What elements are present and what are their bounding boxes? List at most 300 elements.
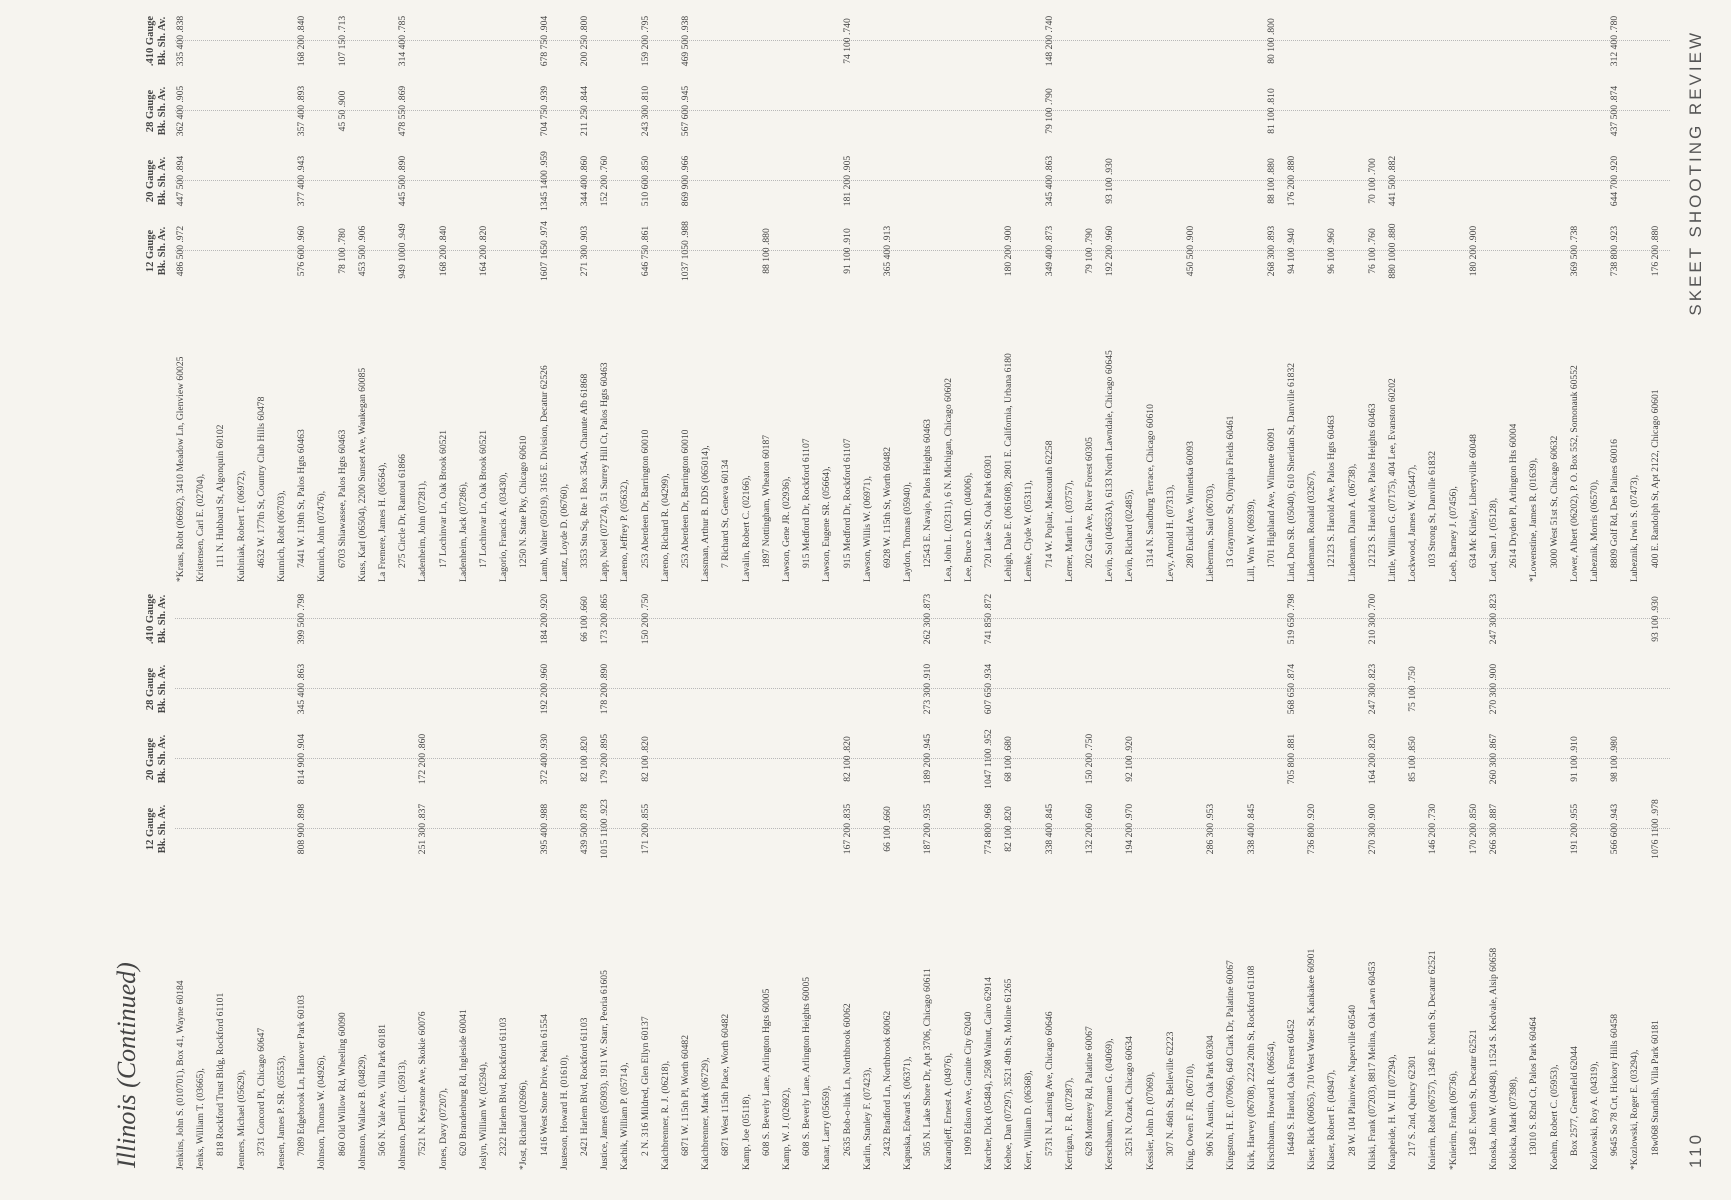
right_entries-entry-name: Levin, Richard (02485), (1124, 489, 1136, 582)
right_entries-score-g12: 79 100 .790 (1084, 228, 1095, 274)
right_entries-score-g20: 181 200 .905 (841, 155, 853, 207)
left_entries-entry-name: 28 W. 104 Plainview, Naperville 60540 (1346, 1005, 1358, 1156)
section-title: Illinois (Continued) (112, 962, 141, 1168)
left_entries-entry-name: King, Owen F. JR. (06710), (1185, 1063, 1196, 1170)
left_entries-header-410gauge (145, 586, 169, 652)
right_entries-entry-name: Lareno, Jeffrey P. (05632), (619, 479, 631, 582)
left_entries-score-g20: 82 100 .820 (579, 736, 590, 782)
right_entries-score-g12: 646 750 .861 (639, 225, 651, 277)
left_entries-score-g12: 146 200 .730 (1427, 803, 1439, 855)
left_entries-score-g20: 68 100 .680 (1003, 736, 1015, 782)
right_entries-entry-name: Lemke, Clyde W. (05311), (1023, 480, 1035, 582)
left_entries-score-g410: 173 200 .865 (599, 593, 611, 645)
left_entries-score-g12: 1015 1100 .923 (599, 799, 611, 859)
left_entries-entry-name: 217 S. 2nd, Quincy 62301 (1407, 1055, 1419, 1156)
right_entries-entry-name: 915 Medford Dr, Rockford 61107 (801, 438, 813, 568)
left_entries-entry-name: 906 N. Austin, Oak Park 60304 (1205, 1035, 1217, 1156)
left_entries-score-g12: 808 900 .898 (296, 803, 308, 855)
left_entries-score-g410: 741 850 .872 (983, 593, 994, 645)
right_entries-score-g410: 200 250 .800 (579, 15, 590, 67)
left_entries-entry-name: 7089 Edgebrook Ln, Hanover Park 60103 (296, 995, 308, 1156)
left_entries-entry-name: Kiser, Rick (06065), 710 West Water St, Kankakee 60901 (1306, 948, 1318, 1170)
right_entries-score-g410: 107 150 .713 (336, 15, 348, 67)
left_entries-entry-name: 18w068 Standish, Villa Park 60181 (1649, 1020, 1661, 1156)
gauge-subcols: Bk. Sh. Av. (157, 664, 168, 714)
right_entries-score-g12: 176 200 .880 (1649, 225, 1661, 277)
left_entries-score-g12: 270 300 .900 (1366, 803, 1378, 855)
right_entries-entry-name: 12543 E. Navajo, Palos Heights 60463 (922, 419, 934, 568)
right_entries-score-g20: 1345 1400 .959 (538, 151, 550, 211)
left_entries-entry-name: 3251 N. Ozark, Chicago 60634 (1124, 1036, 1136, 1156)
left_entries-score-g28: 273 300 .910 (922, 663, 934, 715)
left_entries-entry-name: Jones, Davy (07207), (437, 1087, 449, 1170)
right_entries-score-g20: 644 700 .920 (1609, 155, 1621, 207)
gauge-subcols: Bk. Sh. Av. (157, 16, 168, 66)
right_entries-score-g12: 880 1000 .880 (1387, 223, 1398, 279)
left_entries-header-28gauge (145, 656, 169, 722)
right_entries-score-g28: 243 300 .810 (639, 85, 651, 137)
right_entries-entry-name: Lawson, Eugene SR. (05664), (821, 466, 833, 582)
right_entries-score-g28: 81 100 .810 (1265, 88, 1277, 134)
left_entries-score-g12: 167 200 .835 (841, 803, 853, 855)
right_entries-entry-name: Ladenheim, John (07281), (417, 480, 429, 582)
right_entries-entry-name: Lockwood, James W. (05447), (1407, 464, 1419, 582)
left_entries-entry-name: Kessler, John D. (07069), (1144, 1071, 1156, 1170)
right_entries-entry-name: 202 Gale Ave, River Forest 60305 (1084, 437, 1095, 568)
right_entries-entry-name: 6703 Shiawassee, Palos Hgts 60463 (336, 429, 348, 568)
left_entries-entry-name: Kliski, Frank (07203), 8817 Melina, Oak Lawn 60453 (1366, 961, 1378, 1170)
right_entries-entry-name: 103 Strong St, Danville 61832 (1427, 451, 1439, 568)
left_entries-score-g410: 66 100 .660 (579, 596, 590, 642)
right_entries-score-g12: 450 500 .900 (1185, 225, 1196, 277)
left_entries-entry-name: 2635 Bob-o-link Ln, Northbrook 60062 (841, 1003, 853, 1156)
left_entries-score-g12: 439 500 .878 (579, 803, 590, 855)
right_entries-entry-name: 3353 Stu Sq, Rte 1 Box 354A, Chanute Afb 61868 (579, 373, 590, 568)
right_entries-score-g12: 349 400 .873 (1043, 225, 1055, 277)
right_entries-entry-name: 253 Aberdeen Dr, Barrington 60010 (639, 429, 651, 568)
left_entries-score-g12: 736 800 .920 (1306, 803, 1318, 855)
left_entries-entry-name: Kirk, Harvey (06708), 2224 20th St, Rockford 61108 (1245, 965, 1257, 1170)
right_entries-entry-name: 720 Lake St, Oak Park 60301 (983, 454, 994, 568)
left_entries-score-g12: 187 200 .935 (922, 803, 934, 855)
left_entries-entry-name: Kobicka, Mark (07398), (1508, 1076, 1520, 1170)
left_entries-entry-name: Knierim, Robt (06757), 1349 E. North St, Decatur 62521 (1427, 950, 1439, 1170)
right_entries-entry-name: 634 Mc Kinley, Libertyville 60048 (1467, 434, 1479, 568)
left_entries-score-g20: 814 900 .904 (296, 733, 308, 785)
left_entries-entry-name: Jenners, Michael (05629), (235, 1069, 247, 1170)
left_entries-entry-name: Knoska, John W. (04948), 11524 S. Kedvale, Alsip 60658 (1488, 947, 1499, 1170)
right_entries-score-g12: 88 100 .880 (760, 228, 772, 274)
right_entries-entry-name: Lill, Wm W. (06939), (1245, 499, 1257, 582)
left_entries-score-g12: 338 400 .845 (1245, 803, 1257, 855)
left_entries-score-g28: 75 100 .750 (1407, 666, 1419, 712)
left_entries-entry-name: Kerr, William D. (06368), (1023, 1070, 1035, 1170)
right_entries-score-g12: 96 100 .960 (1326, 228, 1338, 274)
gauge-label: 20 Gauge (145, 159, 156, 203)
left_entries-entry-name: 620 Brandenburg Rd, Ingleside 60041 (457, 1009, 469, 1156)
left_entries-entry-name: 506 N. Yale Ave, Villa Park 60181 (377, 1023, 388, 1156)
left_entries-score-g20: 98 100 .980 (1609, 736, 1621, 782)
left_entries-score-g410: 247 300 .823 (1488, 593, 1499, 645)
left_entries-entry-name: Johnston, Derrill L. (05913), (397, 1059, 409, 1170)
left_entries-score-g410: 519 650 .798 (1286, 593, 1297, 645)
right_entries-score-g410: 314 400 .785 (397, 15, 409, 67)
right_entries-entry-name: 275 Circle Dr, Rantoul 61866 (397, 454, 409, 568)
left_entries-entry-name: Karandjeff, Ernest A. (04976), (942, 1052, 954, 1170)
right_entries-score-g410: 159 200 .795 (639, 15, 651, 67)
left_entries-entry-name: 2421 Harlem Blvd, Rockford 61103 (579, 1017, 590, 1156)
left_entries-score-g12: 132 200 .660 (1084, 803, 1095, 855)
gauge-subcols: Bk. Sh. Av. (157, 226, 168, 276)
left_entries-score-g410: 262 300 .873 (922, 593, 934, 645)
right_entries-entry-name: Lawson, Gene JR. (02936), (781, 476, 792, 582)
left_entries-score-g12: 774 800 .968 (983, 803, 994, 855)
right_entries-entry-name: Lindemann, Ronald (03267), (1306, 470, 1318, 582)
right_entries-entry-name: Lieberman, Saul (06703), (1205, 483, 1217, 582)
gauge-subcols: Bk. Sh. Av. (157, 86, 168, 136)
right_entries-score-g20: 344 400 .860 (579, 155, 590, 207)
left_entries-score-g410: 399 500 .798 (296, 593, 308, 645)
right_entries-header-12gauge (145, 218, 169, 284)
gauge-subcols: Bk. Sh. Av. (157, 804, 168, 854)
right_entries-score-g12: 365 400 .913 (882, 225, 893, 277)
right_entries-score-g12: 576 600 .960 (296, 225, 308, 277)
left_entries-score-g28: 345 400 .863 (296, 663, 308, 715)
left_entries-score-g12: 338 400 .845 (1043, 803, 1055, 855)
left_entries-entry-name: Klaser, Robert F. (04947), (1326, 1069, 1338, 1170)
right_entries-entry-name: *Kraus, Robt (06692), 3410 Meadow Ln, Glenview 60025 (175, 356, 186, 582)
right_entries-score-g28: 567 600 .945 (680, 85, 691, 137)
gauge-label: 12 Gauge (145, 229, 156, 273)
left_entries-entry-name: 1349 E. North St, Decatur 62521 (1467, 1029, 1479, 1156)
right_entries-entry-name: 13 Graymoor St, Olympia Fields 60461 (1225, 415, 1237, 568)
right_entries-entry-name: Lantz, Loyde D. (06760), (558, 483, 570, 582)
right_entries-entry-name: Little, William G. (07175), 404 Lee, Evanston 60202 (1387, 378, 1398, 582)
page-number: 110 (1686, 1131, 1705, 1168)
right_entries-entry-name: 6928 W. 115th St, Worth 60482 (882, 446, 893, 568)
right_entries-entry-name: 280 Euclid Ave, Winnetka 60093 (1185, 441, 1196, 568)
left_entries-score-g12: 266 300 .887 (1488, 803, 1499, 855)
right_entries-score-g20: 152 200 .760 (599, 155, 611, 207)
journal-title: SKEET SHOOTING REVIEW (1686, 30, 1705, 316)
right_entries-score-g12: 180 200 .900 (1003, 225, 1015, 277)
right_entries-score-g410: 678 750 .904 (538, 15, 550, 67)
right_entries-score-g410: 74 100 .740 (841, 18, 853, 64)
left_entries-entry-name: Koehm, Robert C. (05953), (1548, 1064, 1560, 1170)
right_entries-entry-name: Lavalin, Robert C. (02166), (740, 475, 752, 582)
left_entries-entry-name: 7521 N. Keystone Ave, Skokie 60076 (417, 1011, 429, 1156)
right_entries-entry-name: Levy, Arnold H. (07313), (1164, 484, 1176, 582)
right_entries-entry-name: 17 Lochinvar Ln, Oak Brook 60521 (478, 429, 489, 568)
left_entries-entry-name: Jenks, William T. (03665), (195, 1068, 207, 1170)
left_entries-entry-name: Box 2577, Greenfield 62044 (1568, 1046, 1580, 1156)
left_entries-score-g28: 192 200 .960 (538, 663, 550, 715)
right_entries-score-g12: 369 500 .738 (1568, 225, 1580, 277)
right_entries-entry-name: Lamb, Walter (05019), 3165 E. Division, Decatur 62526 (538, 365, 550, 582)
right_entries-entry-name: 111 N. Hubbard St, Algonquin 60102 (215, 424, 227, 568)
gauge-subcols: Bk. Sh. Av. (157, 594, 168, 644)
left_entries-entry-name: Knapheide, H. W. III (07294), (1387, 1054, 1398, 1170)
right_entries-score-g20: 869 900 .966 (680, 155, 691, 207)
left_entries-entry-name: *Jost, Richard (02696), (518, 1079, 530, 1170)
left_entries-score-g20: 260 300 .867 (1488, 733, 1499, 785)
left_entries-entry-name: 6871 W. 115th Pl, Worth 60482 (680, 1034, 691, 1156)
left_entries-entry-name: Kerrigan, F. R. (07287), (1063, 1077, 1075, 1170)
right_entries-score-g12: 486 500 .972 (175, 225, 186, 277)
left_entries-entry-name: *Knierim, Frank (06736), (1447, 1070, 1459, 1170)
gauge-label: 20 Gauge (145, 737, 156, 781)
right_entries-entry-name: Lerner, Martin L. (03757), (1063, 480, 1075, 582)
left_entries-entry-name: Kapuska, Edward S. (06371), (902, 1056, 914, 1170)
right_entries-score-g410: 469 500 .938 (680, 15, 691, 67)
left_entries-score-g12: 170 200 .850 (1467, 803, 1479, 855)
gauge-label: .410 Gauge (145, 15, 156, 67)
left_entries-header-20gauge (145, 726, 169, 792)
left_entries-entry-name: Johnson, Thomas W. (04926), (316, 1055, 328, 1170)
right_entries-score-g28: 45 50 .900 (336, 90, 348, 132)
right_entries-entry-name: Lareno, Richard R. (04299), (659, 473, 671, 582)
right_entries-entry-name: 915 Medford Dr, Rockford 61107 (841, 438, 853, 568)
left_entries-entry-name: 1909 Edison Ave, Granite City 62040 (962, 1011, 974, 1156)
right_entries-score-g410: 148 200 .740 (1043, 15, 1055, 67)
left_entries-score-g20: 189 200 .945 (922, 733, 934, 785)
right_entries-score-g12: 271 300 .903 (579, 225, 590, 277)
left_entries-entry-name: Kingston, H. E. (07066), 640 Clark Dr, Palatine 60067 (1225, 960, 1237, 1170)
left_entries-entry-name: Justice, James (05093), 1911 W. Starr, Peoria 61605 (599, 970, 611, 1170)
left_entries-score-g20: 85 100 .850 (1407, 736, 1419, 782)
right_entries-entry-name: Levin, Sol (04653A), 6133 North Lawndale, Chicago 60645 (1104, 350, 1116, 582)
right_entries-entry-name: Lee, Bruce D. MD. (04006), (962, 472, 974, 582)
left_entries-entry-name: 608 S. Beverly Lane, Arlington Hgts 60005 (760, 988, 772, 1156)
journal-footer-wrap (1686, 30, 1716, 400)
right_entries-score-g410: 312 400 .780 (1609, 15, 1621, 67)
right_entries-entry-name: 1701 Highland Ave, Wilmette 60091 (1265, 427, 1277, 568)
right_entries-entry-name: Kuss, Karl (06504), 2200 Sunset Ave, Waukegan 60085 (356, 367, 368, 582)
right_entries-score-g28: 478 550 .869 (397, 85, 409, 137)
left_entries-entry-name: Kirschbaum, Howard R. (06654), (1265, 1041, 1277, 1170)
right_entries-entry-name: 1250 N. State Pky, Chicago 60610 (518, 435, 530, 568)
left_entries-entry-name: 307 N. 46th St, Belleville 62223 (1164, 1031, 1176, 1156)
left_entries-score-g12: 194 200 .970 (1124, 803, 1136, 855)
left_entries-entry-name: Jenkins, John S. (010701), Box 41, Wayne 60184 (175, 980, 186, 1170)
left_entries-entry-name: 860 Old Willow Rd, Wheeling 60090 (336, 1012, 348, 1156)
right_entries-entry-name: La Fremere, James H. (06564), (377, 462, 388, 582)
left_entries-entry-name: Karcher, Dick (05484), 2508 Walnut, Cairo 62914 (983, 977, 994, 1170)
right_entries-score-g12: 91 100 .910 (841, 228, 853, 274)
right_entries-entry-name: 12123 S. Harold Ave, Palos Hgts 60463 (1326, 415, 1338, 568)
gauge-label: 12 Gauge (145, 807, 156, 851)
right_entries-entry-name: Lubeznik, Irwin S. (07473), (1629, 474, 1641, 582)
right_entries-entry-name: *Lowenstine, James R. (01639), (1528, 457, 1540, 582)
left_entries-header-12gauge (145, 796, 169, 862)
right_entries-entry-name: Loeb, Barney J. (07456), (1447, 486, 1459, 582)
right_entries-score-g410: 168 200 .840 (296, 15, 308, 67)
left_entries-score-g20: 82 100 .820 (841, 736, 853, 782)
right_entries-score-g20: 510 600 .850 (639, 155, 651, 207)
gauge-label: 28 Gauge (145, 667, 156, 711)
left_entries-score-g410: 210 300 .700 (1366, 593, 1378, 645)
left_entries-score-g20: 82 100 .820 (639, 736, 651, 782)
right_entries-entry-name: Ladenheim, Jack (07286), (457, 481, 469, 582)
left_entries-score-g12: 66 100 .660 (882, 806, 893, 852)
right_entries-entry-name: Laydon, Thomas (05940), (902, 481, 914, 582)
left_entries-score-g410: 184 200 .920 (538, 593, 550, 645)
right_entries-header-28gauge (145, 78, 169, 144)
left_entries-score-g20: 164 200 .820 (1366, 733, 1378, 785)
right_entries-entry-name: 8809 Golf Rd, Des Plaines 60016 (1609, 439, 1621, 568)
right_entries-entry-name: Lindemann, Diann A. (06738), (1346, 463, 1358, 582)
right_entries-score-g12: 738 800 .923 (1609, 225, 1621, 277)
right_entries-score-g20: 447 500 .894 (175, 155, 186, 207)
left_entries-entry-name: 505 N. Lake Shore Dr, Apt 3706, Chicago 60611 (922, 968, 934, 1156)
left_entries-entry-name: *Kozlowski, Roger E. (03294), (1629, 1049, 1641, 1170)
left_entries-entry-name: 6871 West 115th Place, Worth 60482 (720, 1013, 732, 1156)
right_entries-score-g12: 268 300 .893 (1265, 225, 1277, 277)
left_entries-entry-name: 9645 So 78 Crt, Hickory Hills 60458 (1609, 1013, 1621, 1156)
right_entries-score-g20: 345 400 .863 (1043, 155, 1055, 207)
right_entries-entry-name: 4632 W. 177th St, Country Club Hills 60478 (255, 396, 267, 568)
left_entries-entry-name: 1416 West Stone Drive, Pekin 61554 (538, 1014, 550, 1156)
left_entries-score-g12: 82 100 .820 (1003, 806, 1015, 852)
left_entries-score-g12: 395 400 .988 (538, 803, 550, 855)
left_entries-entry-name: Kerschbaum, Norman G. (04069), (1104, 1038, 1116, 1170)
right_entries-entry-name: Kristensen, Carl E. (02704), (195, 473, 207, 582)
left_entries-entry-name: 2322 Harlem Blvd, Rockford 61103 (498, 1017, 510, 1156)
left_entries-score-g20: 179 200 .895 (599, 733, 611, 785)
left_entries-score-g20: 150 200 .750 (1084, 733, 1095, 785)
left_entries-score-g28: 270 300 .900 (1488, 663, 1499, 715)
right_entries-score-g20: 176 200 .880 (1286, 155, 1297, 207)
right_entries-score-g410: 80 100 .800 (1265, 18, 1277, 64)
right_entries-score-g20: 93 100 .930 (1104, 158, 1116, 204)
right_entries-score-g12: 76 100 .760 (1366, 228, 1378, 274)
gauge-subcols: Bk. Sh. Av. (157, 734, 168, 784)
right_entries-score-g12: 1607 1650 .974 (538, 221, 550, 281)
left_entries-entry-name: 2 N. 316 Mildred, Glen Ellyn 60137 (639, 1016, 651, 1156)
right_entries-score-g28: 79 100 .790 (1043, 88, 1055, 134)
right_entries-entry-name: 714 W. Poplar, Mascoutah 62258 (1043, 440, 1055, 568)
left_entries-score-g20: 91 100 .910 (1568, 736, 1580, 782)
right_entries-score-g12: 453 500 .906 (356, 225, 368, 277)
right_entries-header-410gauge (145, 8, 169, 74)
right_entries-entry-name: Lawson, Willis W. (06971), (861, 475, 873, 582)
right_entries-score-g28: 357 400 .893 (296, 85, 308, 137)
right_entries-entry-name: Kunnich, John (07476), (316, 490, 328, 582)
right_entries-score-g20: 377 400 .943 (296, 155, 308, 207)
right_entries-entry-name: 2614 Dryden Pl, Arlington Hts 60004 (1508, 423, 1520, 568)
right_entries-entry-name: Lagorio, Francis A. (03430), (498, 472, 510, 582)
right_entries-entry-name: 7 Richard St, Geneva 60134 (720, 459, 732, 568)
left_entries-entry-name: Karlin, Stanley F. (07423), (861, 1067, 873, 1170)
left_entries-score-g12: 1076 1100 .978 (1649, 799, 1661, 859)
right_entries-score-g28: 437 500 .874 (1609, 85, 1621, 137)
left_entries-score-g28: 607 650 .934 (983, 663, 994, 715)
left_entries-entry-name: Kamp, W. J. (02692), (781, 1087, 792, 1170)
right_entries-score-g410: 335 400 .838 (175, 15, 186, 67)
left_entries-entry-name: Kachik, William P. (05714), (619, 1062, 631, 1170)
left_entries-entry-name: 818 Rockford Trust Bldg, Rockford 61101 (215, 992, 227, 1156)
left_entries-entry-name: Kamp, Joe (05118), (740, 1094, 752, 1170)
right_entries-entry-name: Lind, Don SR. (05040), 610 Sheridan St, Danville 61832 (1286, 362, 1297, 582)
right_entries-score-g12: 180 200 .900 (1467, 225, 1479, 277)
right_entries-score-g20: 70 100 .700 (1366, 158, 1378, 204)
left_entries-entry-name: Justeson, Howard H. (01610), (558, 1054, 570, 1170)
right_entries-entry-name: Lord, Sam J. (05128), (1488, 497, 1499, 582)
left_entries-score-g12: 251 300 .837 (417, 803, 429, 855)
right_entries-score-g12: 949 1000 .949 (397, 223, 409, 279)
right_entries-score-g12: 168 200 .840 (437, 225, 449, 277)
gauge-label: 28 Gauge (145, 89, 156, 133)
left_entries-entry-name: Kalchbrenner, Mark (06729), (700, 1057, 712, 1170)
right_entries-header-20gauge (145, 148, 169, 214)
right_entries-score-g28: 704 750 .939 (538, 85, 550, 137)
left_entries-score-g12: 566 600 .943 (1609, 803, 1621, 855)
right_entries-score-g12: 164 200 .820 (478, 225, 489, 277)
right_entries-entry-name: Kubiniak, Robert T. (06972), (235, 470, 247, 582)
right_entries-score-g12: 78 100 .780 (336, 228, 348, 274)
right_entries-score-g12: 192 200 .960 (1104, 225, 1116, 277)
right_entries-score-g12: 94 100 .940 (1286, 228, 1297, 274)
left_entries-entry-name: 608 S. Beverly Lane, Arlington Heights 60005 (801, 976, 813, 1156)
left_entries-entry-name: Joslyn, William W. (02594), (478, 1061, 489, 1170)
left_entries-score-g12: 286 300 .953 (1205, 803, 1217, 855)
left_entries-score-g20: 92 100 .920 (1124, 736, 1136, 782)
left_entries-entry-name: 16449 S. Harold, Oak Forest 60452 (1286, 1019, 1297, 1156)
left_entries-entry-name: Kehoe, Dan (07297), 3521 49th St, Moline 61265 (1003, 978, 1015, 1170)
right_entries-entry-name: 1897 Nottingham, Wheaton 60187 (760, 434, 772, 568)
left_entries-score-g20: 705 800 .881 (1286, 733, 1297, 785)
right_entries-entry-name: Lea, John L. (02311), 6 N. Michigan, Chicago 60602 (942, 377, 954, 582)
right_entries-entry-name: Lassman, Arthur B. DDS (065014), (700, 445, 712, 582)
right_entries-entry-name: 12123 S. Harold Ave, Palos Heights 60463 (1366, 403, 1378, 568)
left_entries-entry-name: 628 Monterey Rd, Palatine 60067 (1084, 1026, 1095, 1156)
right_entries-entry-name: Lapp, Noel (07274), 51 Surrey Hill Ct, Palos Hgts 60463 (599, 362, 611, 582)
right_entries-entry-name: 7441 W. 119th St, Palos Hgts 60463 (296, 429, 308, 568)
left_entries-score-g28: 247 300 .823 (1366, 663, 1378, 715)
right_entries-entry-name: Lubeznik, Morris (06570), (1589, 479, 1600, 582)
left_entries-entry-name: 3731 Concord Pl, Chicago 60647 (255, 1027, 267, 1156)
right_entries-score-g12: 1037 1050 .988 (680, 221, 691, 281)
right_entries-score-g28: 362 400 .905 (175, 85, 186, 137)
left_entries-entry-name: Johnston, Wallace B. (04829), (356, 1054, 368, 1170)
right_entries-entry-name: 1314 N. Sandburg Terrace, Chicago 60610 (1144, 404, 1156, 568)
left_entries-entry-name: 2432 Bradford Ln, Northbrook 60062 (882, 1010, 893, 1156)
right_entries-entry-name: Kunnich, Robt (06703), (276, 490, 287, 582)
right_entries-entry-name: 17 Lochinvar Ln, Oak Brook 60521 (437, 429, 449, 568)
left_entries-score-g12: 191 200 .955 (1568, 803, 1580, 855)
right_entries-entry-name: 400 E. Randolph St, Apt 2122, Chicago 60601 (1649, 389, 1661, 568)
right_entries-entry-name: 3000 West 51st St, Chicago 60632 (1548, 435, 1560, 568)
right_entries-entry-name: 253 Aberdeen Dr, Barrington 60010 (680, 429, 691, 568)
right_entries-entry-name: Lehigh, Dale E. (061608), 2801 E. California, Urbana 6180 (1003, 353, 1015, 582)
left_entries-score-g410: 93 100 .930 (1649, 596, 1661, 642)
right_entries-entry-name: Lower, Albert (06202), P. O. Box 552, Somonauk 60552 (1568, 365, 1580, 582)
left_entries-score-g410: 150 200 .750 (639, 593, 651, 645)
left_entries-score-g20: 1047 1100 .952 (983, 729, 994, 789)
gauge-label: .410 Gauge (145, 593, 156, 645)
right_entries-score-g20: 88 100 .880 (1265, 158, 1277, 204)
left_entries-entry-name: Kalchbrenner, R. J. (06218), (659, 1060, 671, 1170)
left_entries-entry-name: Kanar, Larry (05659), (821, 1085, 833, 1170)
left_entries-entry-name: 13010 S. 82nd Ct, Palos Park 60464 (1528, 1016, 1540, 1156)
right_entries-score-g28: 211 250 .844 (579, 86, 590, 137)
right_entries-score-g20: 445 500 .890 (397, 155, 409, 207)
left_entries-score-g12: 171 200 .855 (639, 803, 651, 855)
left_entries-score-g20: 172 200 .860 (417, 733, 429, 785)
right_entries-score-g20: 441 500 .882 (1387, 155, 1398, 207)
gauge-subcols: Bk. Sh. Av. (157, 156, 168, 206)
left_entries-entry-name: 5731 N. Lansing Ave, Chicago 60646 (1043, 1011, 1055, 1156)
